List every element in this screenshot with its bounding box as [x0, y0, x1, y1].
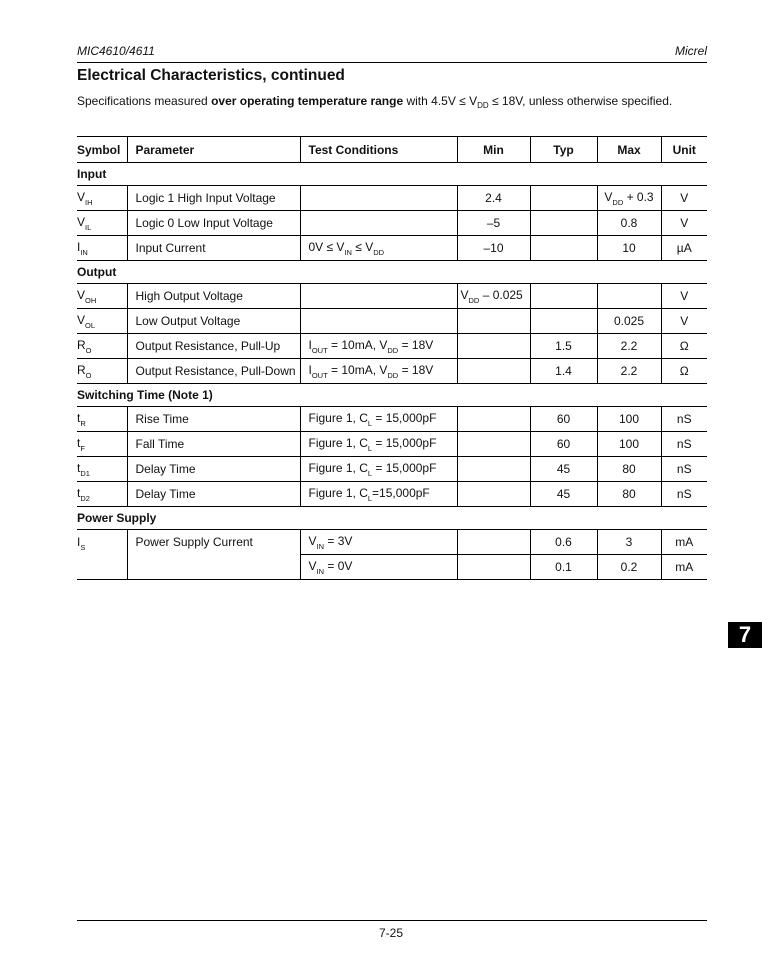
section-label: Switching Time (Note 1): [77, 384, 707, 407]
cell-min: [457, 309, 530, 334]
cell-min: [457, 530, 530, 555]
cell-min: [457, 432, 530, 457]
cond-text: = 15,000pF: [372, 410, 437, 425]
electrical-characteristics-table: [77, 136, 707, 580]
section-label: Output: [77, 261, 707, 284]
cell-min: –5: [457, 211, 530, 236]
symbol-sub: O: [85, 345, 92, 355]
cond-text: = 18V: [398, 362, 434, 377]
cell-symbol: [77, 530, 127, 580]
cell-max: 100: [597, 407, 661, 432]
cond-text: V: [308, 533, 317, 548]
cell-conditions: [300, 334, 457, 359]
symbol-sub: R: [80, 418, 86, 428]
cell-typ: 1.4: [530, 359, 597, 384]
symbol-text: V: [77, 214, 86, 229]
cell-max: 3: [597, 530, 661, 555]
spec-intro-post: ≤ 18V, unless otherwise specified.: [488, 94, 673, 108]
cell-typ: [530, 211, 597, 236]
cell-symbol: [77, 334, 127, 359]
cell-symbol: [77, 236, 127, 261]
symbol-sub: S: [80, 543, 86, 552]
cell-unit: mA: [661, 530, 707, 555]
spec-intro-sub: DD: [477, 101, 489, 110]
spec-intro-mid: with 4.5V ≤ V: [403, 94, 478, 108]
cell-unit: V: [661, 309, 707, 334]
cond-sub: IN: [316, 566, 325, 576]
cell-parameter: High Output Voltage: [127, 284, 300, 309]
min-text-post: – 0.025: [479, 287, 523, 302]
cell-symbol: [77, 482, 127, 507]
cond-text: Figure 1, C: [308, 460, 368, 475]
cond-text: = 15,000pF: [372, 460, 437, 475]
symbol-text: I: [77, 535, 81, 549]
cell-conditions: [300, 284, 457, 309]
header-min: Min: [457, 137, 530, 163]
cell-min: 2.4: [457, 186, 530, 211]
cell-max: [597, 284, 661, 309]
cell-conditions: [300, 236, 457, 261]
header-typ: Typ: [530, 137, 597, 163]
symbol-text: V: [77, 189, 86, 204]
max-sub: DD: [612, 197, 624, 207]
symbol-text: V: [77, 287, 86, 302]
section-switching: [77, 384, 707, 407]
cell-max: 2.2: [597, 334, 661, 359]
cell-typ: 1.5: [530, 334, 597, 359]
spec-intro: [77, 94, 672, 110]
cell-unit: nS: [661, 482, 707, 507]
header-conditions: Test Conditions: [300, 137, 457, 163]
cell-unit: nS: [661, 407, 707, 432]
cond-text: = 10mA, V: [327, 362, 388, 377]
cond-sub: OUT: [311, 370, 328, 380]
cond-text: = 3V: [324, 533, 353, 548]
min-sub: DD: [468, 295, 480, 305]
cell-conditions: [300, 530, 457, 555]
symbol-text: I: [77, 239, 81, 254]
cell-conditions: [300, 309, 457, 334]
symbol-sub: D2: [80, 493, 90, 503]
symbol-text: t: [77, 435, 81, 450]
cell-conditions: [300, 457, 457, 482]
page-number: 7-25: [378, 926, 404, 940]
cell-min: [457, 284, 530, 309]
cond-sub: IN: [344, 247, 352, 257]
table-row: [77, 407, 707, 432]
cell-conditions: [300, 407, 457, 432]
cell-typ: 0.6: [530, 530, 597, 555]
cell-max: [597, 186, 661, 211]
section-input: [77, 163, 707, 186]
footer-rule: [77, 920, 707, 921]
table-row: [77, 186, 707, 211]
cell-parameter: Input Current: [127, 236, 300, 261]
symbol-text: V: [77, 312, 86, 327]
cell-parameter: Logic 1 High Input Voltage: [127, 186, 300, 211]
section-label: Power Supply: [77, 507, 707, 530]
header-company: Micrel: [675, 44, 707, 58]
table-header-row: [77, 137, 707, 163]
cell-max: 0.025: [597, 309, 661, 334]
table-row: [77, 236, 707, 261]
cell-symbol: [77, 284, 127, 309]
symbol-sub: IN: [80, 247, 88, 257]
cell-symbol: [77, 359, 127, 384]
header-symbol: Symbol: [77, 137, 127, 163]
cell-max: 2.2: [597, 359, 661, 384]
table-row: [77, 334, 707, 359]
cell-min: [457, 555, 530, 580]
cell-max: 0.8: [597, 211, 661, 236]
table-row: [77, 530, 707, 555]
cond-sub: L: [367, 493, 373, 503]
cell-conditions: [300, 211, 457, 236]
cell-typ: [530, 186, 597, 211]
cell-max: 10: [597, 236, 661, 261]
cell-max: 100: [597, 432, 661, 457]
symbol-sub: O: [85, 370, 92, 380]
cell-unit: nS: [661, 457, 707, 482]
cond-text: Figure 1, C: [308, 435, 368, 450]
cell-parameter: Low Output Voltage: [127, 309, 300, 334]
cell-max: 0.2: [597, 555, 661, 580]
cond-text: = 10mA, V: [327, 337, 388, 352]
table-row: [77, 309, 707, 334]
symbol-sub: OH: [85, 295, 97, 305]
cell-conditions: [300, 555, 457, 580]
cell-symbol: [77, 211, 127, 236]
symbol-sub: IH: [85, 197, 93, 207]
symbol-text: t: [77, 410, 81, 425]
cell-conditions: [300, 359, 457, 384]
cell-unit: mA: [661, 555, 707, 580]
cell-symbol: [77, 432, 127, 457]
header-unit: Unit: [661, 137, 707, 163]
cell-parameter: Logic 0 Low Input Voltage: [127, 211, 300, 236]
cell-min: [457, 407, 530, 432]
cond-sub: DD: [387, 370, 399, 380]
cond-text: 0V ≤ V: [308, 239, 345, 254]
cell-parameter: Delay Time: [127, 482, 300, 507]
table-row: [77, 457, 707, 482]
cell-parameter: Delay Time: [127, 457, 300, 482]
cond-text: Figure 1, C: [308, 410, 368, 425]
cell-conditions: [300, 186, 457, 211]
symbol-text: t: [77, 460, 81, 475]
cell-unit: V: [661, 186, 707, 211]
table-row: [77, 284, 707, 309]
cell-symbol: [77, 309, 127, 334]
cond-sub: OUT: [311, 345, 328, 355]
spec-intro-bold: over operating temperature range: [211, 94, 404, 108]
cond-sub: IN: [316, 541, 325, 551]
cell-min: [457, 482, 530, 507]
cell-typ: 60: [530, 407, 597, 432]
cell-min: [457, 457, 530, 482]
cell-min: –10: [457, 236, 530, 261]
symbol-sub: F: [80, 443, 85, 453]
table-row: [77, 211, 707, 236]
cell-symbol: [77, 407, 127, 432]
cell-min: [457, 359, 530, 384]
cond-text: = 15,000pF: [372, 435, 437, 450]
cell-unit: Ω: [661, 359, 707, 384]
page-title: Electrical Characteristics, continued: [77, 67, 345, 84]
cell-typ: [530, 284, 597, 309]
cond-text: V: [308, 558, 317, 573]
cell-unit: V: [661, 284, 707, 309]
header-part-number: MIC4610/4611: [77, 44, 155, 58]
cond-text: I: [308, 362, 312, 377]
min-text: V: [460, 287, 469, 302]
table-row: [77, 359, 707, 384]
section-output: [77, 261, 707, 284]
cond-text: = 18V: [398, 337, 434, 352]
cell-max: 80: [597, 457, 661, 482]
cell-parameter: Power Supply Current: [127, 530, 300, 580]
symbol-sub: IL: [85, 222, 92, 232]
symbol-sub: D1: [80, 468, 90, 478]
cell-unit: Ω: [661, 334, 707, 359]
cell-min: [457, 334, 530, 359]
cell-conditions: [300, 482, 457, 507]
cell-parameter: Rise Time: [127, 407, 300, 432]
cell-typ: 45: [530, 457, 597, 482]
table-row: [77, 482, 707, 507]
symbol-text: t: [77, 485, 81, 500]
cell-conditions: [300, 432, 457, 457]
header-max: Max: [597, 137, 661, 163]
max-text: V: [604, 189, 613, 204]
section-label: Input: [77, 163, 707, 186]
cell-parameter: Output Resistance, Pull-Up: [127, 334, 300, 359]
table-row: [77, 432, 707, 457]
header-parameter: Parameter: [127, 137, 300, 163]
cell-parameter: Output Resistance, Pull-Down: [127, 359, 300, 384]
cell-typ: 45: [530, 482, 597, 507]
cell-typ: 60: [530, 432, 597, 457]
cell-symbol: [77, 457, 127, 482]
cond-text: Figure 1, C: [308, 485, 368, 500]
cell-unit: µA: [661, 236, 707, 261]
cond-text: =15,000pF: [372, 485, 430, 500]
cond-sub: L: [367, 468, 373, 478]
cond-sub: DD: [373, 247, 385, 257]
cond-text: ≤ V: [351, 239, 374, 254]
cell-typ: [530, 236, 597, 261]
symbol-text: R: [77, 337, 86, 352]
max-text-post: + 0.3: [623, 189, 654, 204]
header-rule: [77, 62, 707, 63]
cond-text: = 0V: [324, 558, 353, 573]
cell-parameter: Fall Time: [127, 432, 300, 457]
cell-typ: 0.1: [530, 555, 597, 580]
section-tab-marker: 7: [728, 622, 762, 648]
cell-typ: [530, 309, 597, 334]
symbol-text: R: [77, 362, 86, 377]
cell-unit: nS: [661, 432, 707, 457]
spec-intro-pre: Specifications measured: [77, 94, 212, 108]
cond-text: I: [308, 337, 312, 352]
cell-max: 80: [597, 482, 661, 507]
cell-symbol: [77, 186, 127, 211]
cell-unit: V: [661, 211, 707, 236]
cond-sub: DD: [387, 345, 399, 355]
symbol-sub: OL: [85, 320, 96, 330]
cond-sub: L: [367, 418, 373, 428]
section-power-supply: [77, 507, 707, 530]
cond-sub: L: [367, 443, 373, 453]
